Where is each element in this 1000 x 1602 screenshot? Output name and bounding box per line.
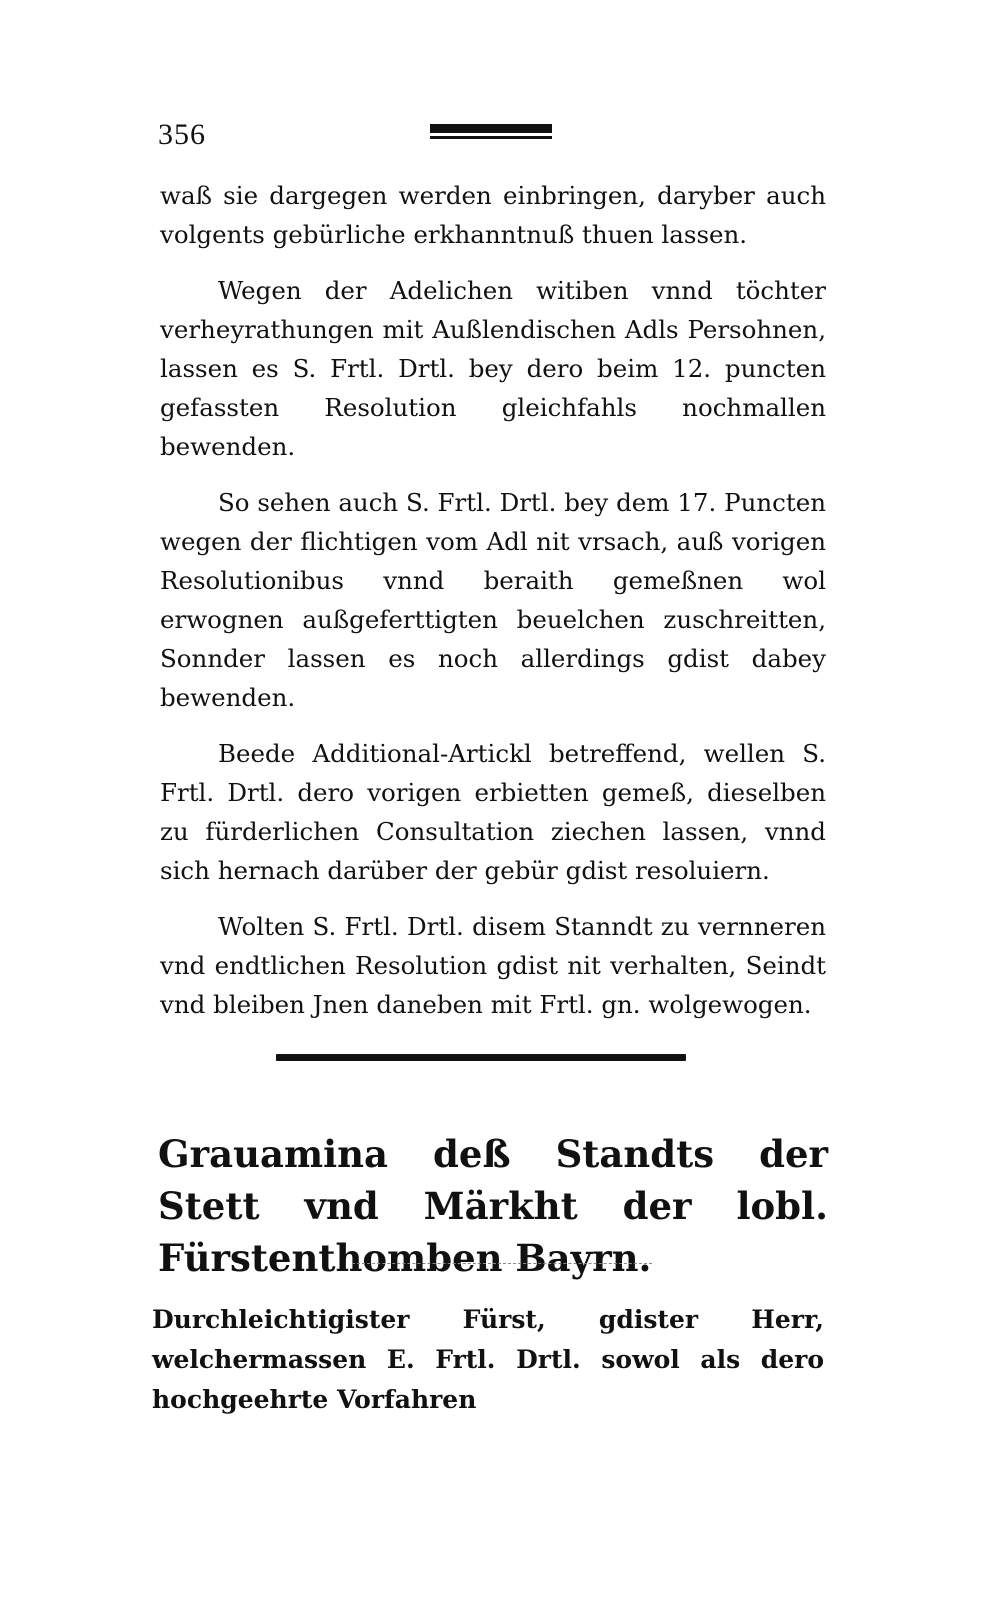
section-divider-rule — [276, 1054, 686, 1061]
section-title: Grauamina deß Standts der Stett vnd Märkht der lobl. Fürstenthomben Bayrn. — [158, 1132, 828, 1280]
paragraph-17-puncten: So sehen auch S. Frtl. Drtl. bey dem 17. Puncten wegen der flichtigen vom Adl nit vrsach, auß vorigen Resolutionibus vnnd beraith gemeßnen wol erwognen außgeferttigten beuelchen zuschreitten, Sonnder lassen es noch allerdings gdist dabey bewenden. — [160, 488, 826, 712]
paragraph-closing: Wolten S. Frtl. Drtl. disem Stanndt zu vernneren vnd endtlichen Resolution gdist nit verhalten, Seindt vnd bleiben Jnen daneben mit Frtl. gn. wolgewogen. — [160, 912, 826, 1019]
letter-opening: Durchleichtigister Fürst, gdister Herr, welchermassen E. Frtl. Drtl. sowol als dero hochgeehrte Vorfahren — [152, 1305, 824, 1414]
paragraph-continuation: waß sie dargegen werden einbringen, daryber auch volgents gebürliche erkhanntnuß thuen lassen. — [160, 181, 826, 249]
main-text-block — [160, 176, 826, 1041]
header-rule-thick — [430, 124, 552, 133]
header-ornament-rule — [430, 124, 552, 139]
paragraph-additional-artickl: Beede Additional-Artickl betreffend, wellen S. Frtl. Drtl. dero vorigen erbietten gemeß, dieselben zu fürderlichen Consultation ziechen lassen, vnnd sich hernach darüber der gebür gdist resoluiern. — [160, 739, 826, 885]
page-header — [158, 118, 858, 158]
title-dotted-rule — [352, 1263, 652, 1265]
page-number: 356 — [158, 118, 206, 151]
header-rule-thin — [430, 136, 552, 139]
paragraph-adelichen-witiben: Wegen der Adelichen witiben vnnd töchter verheyrathungen mit Außlendischen Adls Persohnen, lassen es S. Frtl. Drtl. bey dero beim 12. puncten gefassten Resolution gleichfahls nochmallen bewenden. — [160, 276, 826, 461]
